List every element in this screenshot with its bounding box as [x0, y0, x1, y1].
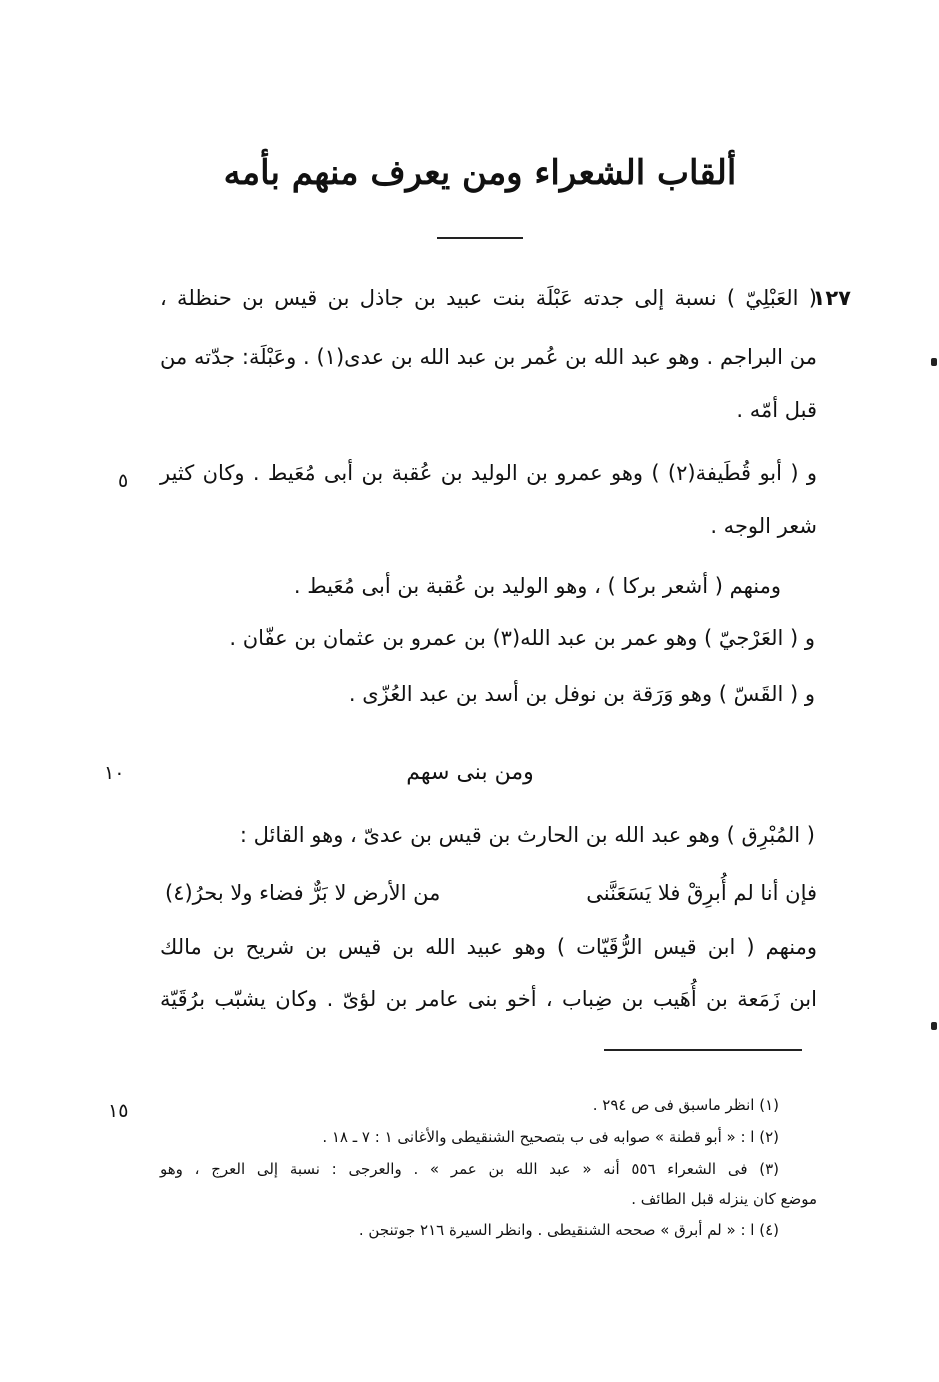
body-line-5: شعر الوجه .: [710, 514, 817, 538]
entry-number: ١٢٧: [812, 286, 851, 310]
footnote-4: (٤) ا : « لم أبرق » صححه الشنقيطى . وانظر السيرة ٢١٦ جوتنجن .: [358, 1221, 779, 1239]
footnote-3-continued: موضع كان ينزله قبل الطائف .: [631, 1190, 817, 1208]
body-line-6: ومنهم ( أشعر بركا ) ، وهو الوليد بن عُقبة بن أبى مُعَيط .: [293, 574, 781, 598]
verse-first-hemistich: فإن أنا لم أُبرِقْ فلا يَسَعَنَّنى: [586, 881, 817, 905]
body-line-3: قبل أمّه .: [736, 398, 817, 422]
margin-line-number-10: ١٠: [104, 762, 125, 784]
section-heading: ومن بنى سهم: [406, 760, 534, 785]
title-divider: [437, 237, 523, 239]
body-line-2: من البراجم . وهو عبد الله بن عُمر بن عبد الله بن عدى(١) . وعَبْلَة: جدّته من: [160, 345, 817, 369]
margin-line-number-15: ١٥: [108, 1100, 129, 1122]
margin-mark: [931, 358, 937, 366]
body-line-7: و ( العَرْجيّ ) وهو عمر بن عبد الله(٣) بن عمرو بن عثمان بن عفّان .: [229, 626, 815, 650]
margin-line-number-5: ٥: [118, 470, 129, 492]
chapter-title: ألقاب الشعراء ومن يعرف منهم بأمه: [223, 153, 737, 193]
body-line-1: ( العَبْلِيّ ) نسبة إلى جدته عَبْلَة بنت عبيد بن جاذل بن قيس بن حنظلة ،: [160, 286, 817, 310]
footnote-divider: [604, 1049, 802, 1051]
section-line-1: ( المُبْرِق ) وهو عبد الله بن الحارث بن قيس بن عدىّ ، وهو القائل :: [239, 823, 815, 847]
footnote-2: (٢) ا : « أبو قطنة » صوابه فى ب بتصحيح الشنقيطى والأغانى ١ : ٧ ـ ١٨ .: [322, 1128, 779, 1146]
footnote-3: (٣) فى الشعراء ٥٥٦ أنه « عبد الله بن عمر » . والعرجى : نسبة إلى العرج ، وهو: [160, 1160, 779, 1178]
body-line-9: ومنهم ( ابن قيس الرُّقَيّات ) وهو عبيد الله بن قيس بن شريح بن مالك: [160, 935, 817, 959]
body-line-10: ابن زَمَعة بن أُهَيب بن ضِباب ، أخو بنى عامر بن لؤىّ . وكان يشبّب برُقَيّة: [160, 987, 817, 1011]
verse-second-hemistich: من الأرض لا بَرٌّ فضاء ولا بحرُ(٤): [165, 881, 441, 905]
footnote-1: (١) انظر ماسبق فى ص ٢٩٤ .: [592, 1096, 779, 1114]
margin-mark: [931, 1022, 937, 1030]
body-line-4: و ( أبو قُطَيفة(٢) ) وهو عمرو بن الوليد بن عُقبة بن أبى مُعَيط . وكان كثير: [160, 461, 817, 485]
body-line-8: و ( القَسّ ) وهو وَرَقة بن نوفل بن أسد بن عبد العُزّى .: [348, 682, 815, 706]
